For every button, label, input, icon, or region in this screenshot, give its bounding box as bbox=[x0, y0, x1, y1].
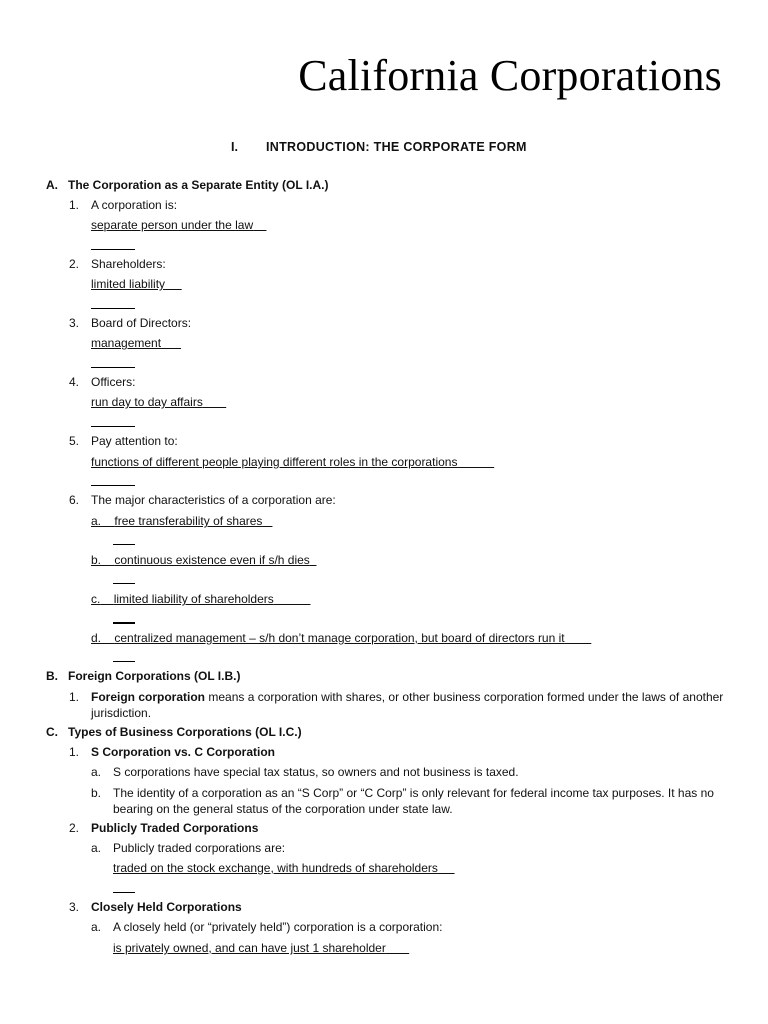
sub-letter: d. bbox=[91, 631, 102, 645]
item-number: 2. bbox=[69, 257, 80, 271]
sub-letter: b. bbox=[91, 553, 102, 567]
subsection-a-letter: A. bbox=[46, 178, 58, 192]
fill-in-answer bbox=[91, 395, 226, 410]
characteristic-a bbox=[91, 514, 272, 529]
item-prompt: A corporation is: bbox=[91, 198, 178, 212]
item-prompt: A closely held (or “privately held”) corporation is a corporation: bbox=[113, 920, 443, 934]
definition-text: means a corporation with shares, or other business corporation formed under the laws of another bbox=[208, 690, 724, 704]
blank-line bbox=[113, 583, 135, 584]
subsection-a-heading: The Corporation as a Separate Entity (OL I.A.) bbox=[68, 178, 329, 192]
section-title: INTRODUCTION: THE CORPORATE FORM bbox=[266, 140, 527, 154]
blank-line bbox=[113, 622, 135, 624]
item-number: 3. bbox=[69, 316, 80, 330]
sub-letter: b. bbox=[91, 786, 102, 800]
item-prompt: Board of Directors: bbox=[91, 316, 192, 330]
blank-line bbox=[91, 367, 135, 368]
fill-in-answer bbox=[91, 218, 266, 233]
blank-line bbox=[113, 544, 135, 545]
blank-line bbox=[113, 661, 135, 662]
item-prompt: The major characteristics of a corporation are: bbox=[91, 493, 336, 507]
blank-line bbox=[91, 426, 135, 427]
sub-text-line-2: bearing on the general status of the corporation under state law. bbox=[113, 802, 453, 816]
characteristic-d bbox=[91, 631, 591, 646]
fill-in-answer bbox=[113, 941, 409, 956]
item-heading: S Corporation vs. C Corporation bbox=[91, 745, 276, 759]
fill-in-answer bbox=[91, 277, 182, 292]
definition-line-1 bbox=[91, 690, 723, 705]
answer-text: run day to day affairs bbox=[91, 395, 203, 409]
answer-text: functions of different people playing different roles in the corporations bbox=[91, 455, 458, 469]
blank-line bbox=[113, 892, 135, 893]
item-number: 3. bbox=[69, 900, 80, 914]
characteristic-text: centralized management – s/h don’t manage corporation, but board of directors run it bbox=[114, 631, 565, 645]
item-heading: Publicly Traded Corporations bbox=[91, 821, 259, 835]
answer-text: separate person under the law bbox=[91, 218, 254, 232]
definition-line-2: jurisdiction. bbox=[91, 706, 152, 720]
sub-text-line-1: The identity of a corporation as an “S Corp” or “C Corp” is only relevant for federal income tax purposes. It has no bbox=[113, 786, 714, 800]
sub-letter: a. bbox=[91, 841, 102, 855]
characteristic-text: limited liability of shareholders bbox=[113, 592, 274, 606]
answer-text: management bbox=[91, 336, 162, 350]
item-number: 5. bbox=[69, 434, 80, 448]
item-number: 2. bbox=[69, 821, 80, 835]
item-heading: Closely Held Corporations bbox=[91, 900, 242, 914]
item-prompt: Officers: bbox=[91, 375, 136, 389]
section-number: I. bbox=[231, 140, 238, 154]
answer-text: is privately owned, and can have just 1 shareholder bbox=[113, 941, 386, 955]
characteristic-text: continuous existence even if s/h dies bbox=[114, 553, 310, 567]
characteristic-text: free transferability of shares bbox=[114, 514, 263, 528]
subsection-b-heading: Foreign Corporations (OL I.B.) bbox=[68, 669, 241, 683]
fill-in-answer bbox=[91, 336, 181, 351]
item-prompt: Pay attention to: bbox=[91, 434, 178, 448]
fill-in-answer bbox=[91, 455, 494, 470]
item-prompt: Shareholders: bbox=[91, 257, 166, 271]
blank-line bbox=[91, 308, 135, 309]
item-number: 1. bbox=[69, 198, 80, 212]
item-number: 6. bbox=[69, 493, 80, 507]
defined-term: Foreign corporation bbox=[91, 690, 205, 704]
fill-in-answer bbox=[113, 861, 455, 876]
sub-letter: a. bbox=[91, 765, 102, 779]
sub-letter: c. bbox=[91, 592, 101, 606]
answer-text: limited liability bbox=[91, 277, 166, 291]
item-number: 4. bbox=[69, 375, 80, 389]
subsection-b-letter: B. bbox=[46, 669, 58, 683]
blank-line bbox=[91, 485, 135, 486]
item-prompt: Publicly traded corporations are: bbox=[113, 841, 286, 855]
subsection-c-letter: C. bbox=[46, 725, 58, 739]
sub-text: S corporations have special tax status, so owners and not business is taxed. bbox=[113, 765, 519, 779]
characteristic-c bbox=[91, 592, 310, 607]
item-number: 1. bbox=[69, 745, 80, 759]
sub-letter: a. bbox=[91, 920, 102, 934]
sub-letter: a. bbox=[91, 514, 102, 528]
document-title: California Corporations bbox=[298, 51, 722, 100]
answer-text: traded on the stock exchange, with hundreds of shareholders bbox=[113, 861, 438, 875]
blank-line bbox=[91, 249, 135, 250]
item-number: 1. bbox=[69, 690, 80, 704]
subsection-c-heading: Types of Business Corporations (OL I.C.) bbox=[68, 725, 302, 739]
characteristic-b bbox=[91, 553, 316, 568]
